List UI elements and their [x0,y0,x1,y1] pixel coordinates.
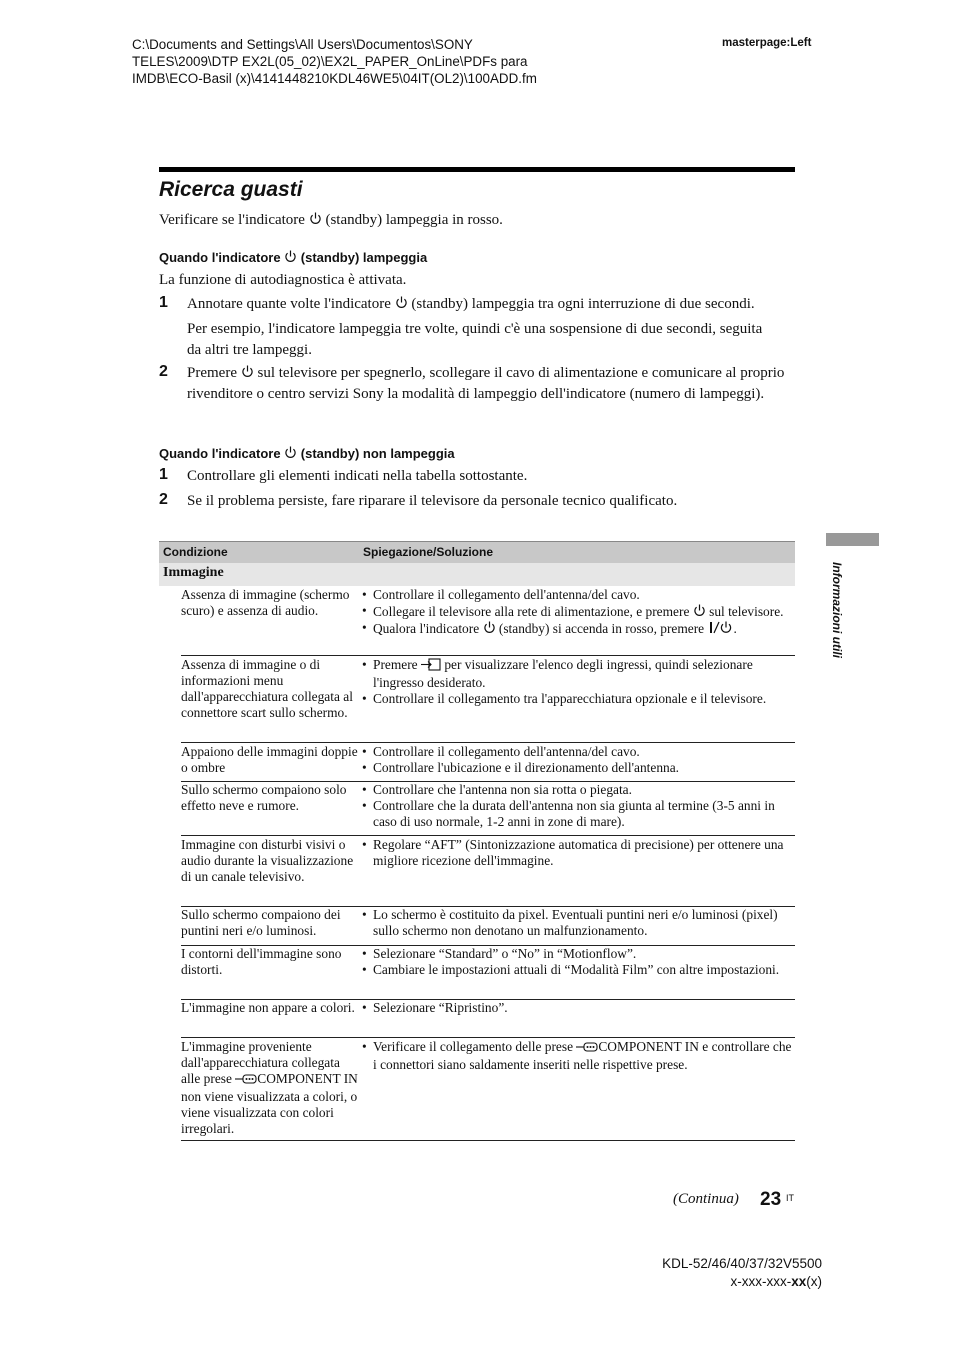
step-number: 2 [159,491,168,508]
table-category: Immagine [159,563,795,586]
table-row [181,1039,795,1141]
power-icon [284,249,297,264]
file-path-header [132,36,537,87]
solution-cell: • Premere per visualizzare l'elenco degli ingressi, quindi selezionare l'ingresso desiderato. • Controllare il collegamento tra l'apparecchiatura opzionale e il televisore. [362,657,792,707]
noblink-step-2: Se il problema persiste, fare riparare il televisore da personale tecnico qualificato. [187,493,678,509]
language-code: IT [786,1193,794,1203]
page-number: 23 [760,1189,782,1210]
file-path-line: IMDB\ECO-Basil (x)\4141448210KDL46WE5\04IT(OL2)\100ADD.fm [132,71,537,86]
input-icon [421,658,441,675]
blink-heading: Quando l'indicatore (standby) lampeggia [159,250,428,265]
power-icon [395,295,408,310]
section-tab-label: Informazioni utili [830,562,844,658]
title-rule [159,167,795,172]
blink-step-1-note: Per esempio, l'indicatore lampeggia tre volte, quindi c'è una sospensione di due secondi, seguita da altri tre lampeggi. [187,321,763,358]
table-row [181,946,795,1000]
solution-cell: • Controllare il collegamento dell'antenna/del cavo. • Controllare l'ubicazione e il direzionamento dell'antenna. [362,744,792,776]
condition-cell: L'immagine proveniente dall'apparecchiatura collegata alle prese COMPONENT IN non viene visualizzata a colori, o viene visualizzata con colori irregolari. [181,1039,358,1136]
solution-cell: • Controllare il collegamento dell'antenna/del cavo. • Collegare il televisore alla rete di alimentazione, e premere sul televisore. • Qualora l'indicatore (standby) si accenda in rosso, premere . [362,587,792,639]
blink-lead: La funzione di autodiagnostica è attivata. [159,272,407,288]
component-connector-icon [235,1073,257,1089]
table-row [181,657,795,743]
file-path-line: TELES\2009\DTP EX2L(05_02)\EX2L_PAPER_OnLine\PDFs para [132,54,528,69]
solution-cell: • Regolare “AFT” (Sintonizzazione automatica di precisione) per ottenere una migliore ricezione dell'immagine. [362,837,792,869]
condition-cell: Assenza di immagine (schermo scuro) e assenza di audio. [181,587,350,618]
on-standby-icon [707,620,733,639]
model-number: KDL-52/46/40/37/32V5500 [662,1256,822,1271]
solution-cell: • Lo schermo è costituito da pixel. Eventuali puntini neri e/o luminosi (pixel) sullo schermo non denotano un malfunzionamento. [362,907,792,939]
blink-step-2: Premere sul televisore per spegnerlo, scollegare il cavo di alimentazione e comunicare al proprio rivenditore o centro servizi Sony la modalità di lampeggio dell'indicatore (numero di lampeggi). [187,365,785,402]
column-header-condition: Condizione [163,545,228,559]
power-icon [284,445,297,460]
component-connector-icon [576,1041,598,1057]
step-number: 1 [159,466,168,483]
condition-cell: Assenza di immagine o di informazioni menu dall'apparecchiatura collegata al connettore scart sullo schermo. [181,657,353,720]
table-header [159,541,795,564]
step-number: 2 [159,363,168,380]
table-row [181,587,795,656]
solution-cell: • Controllare che l'antenna non sia rotta o piegata. • Controllare che la durata dell'antenna non sia giunta al termine (3-5 anni in caso di uso normale, 1-2 anni in zone di mare). [362,782,792,830]
file-path-line: C:\Documents and Settings\All Users\Documentos\SONY [132,37,473,52]
power-icon [693,603,706,618]
table-row [181,744,795,782]
intro-text: Verificare se l'indicatore (standby) lampeggia in rosso. [159,212,503,228]
condition-cell: L'immagine non appare a colori. [181,1000,355,1015]
table-row [181,1000,795,1038]
section-tab-marker [826,533,879,546]
power-icon [309,211,322,226]
condition-cell: Appaiono delle immagini doppie o ombre [181,744,358,775]
noblink-heading: Quando l'indicatore (standby) non lampeggia [159,446,455,461]
condition-cell: I contorni dell'immagine sono distorti. [181,946,342,977]
document-code: x-xxx-xxx-xx(x) [730,1274,822,1289]
masterpage-label: masterpage:Left [722,37,812,49]
table-row [181,837,795,907]
condition-cell: Immagine con disturbi visivi o audio durante la visualizzazione di un canale televisivo. [181,837,354,884]
column-header-solution: Spiegazione/Soluzione [363,545,494,559]
blink-step-1: Annotare quante volte l'indicatore (standby) lampeggia tra ogni interruzione di due secondi. [187,296,755,312]
table-row [181,782,795,836]
power-icon [241,364,254,379]
continued-label: (Continua) [673,1191,739,1207]
solution-cell: • Selezionare “Standard” o “No” in “Motionflow”. • Cambiare le impostazioni attuali di “Modalità Film” con altre impostazioni. [362,946,792,978]
noblink-step-1: Controllare gli elementi indicati nella tabella sottostante. [187,468,528,484]
page-title: Ricerca guasti [159,178,303,201]
condition-cell: Sullo schermo compaiono solo effetto neve e rumore. [181,782,347,813]
power-icon [483,620,496,635]
solution-cell: • Selezionare “Ripristino”. [362,1000,792,1016]
condition-cell: Sullo schermo compaiono dei puntini neri e/o luminosi. [181,907,341,938]
table-row [181,907,795,946]
solution-cell: • Verificare il collegamento delle prese COMPONENT IN e controllare che i connettori siano saldamente inseriti nelle rispettive prese. [362,1039,792,1073]
step-number: 1 [159,294,168,311]
